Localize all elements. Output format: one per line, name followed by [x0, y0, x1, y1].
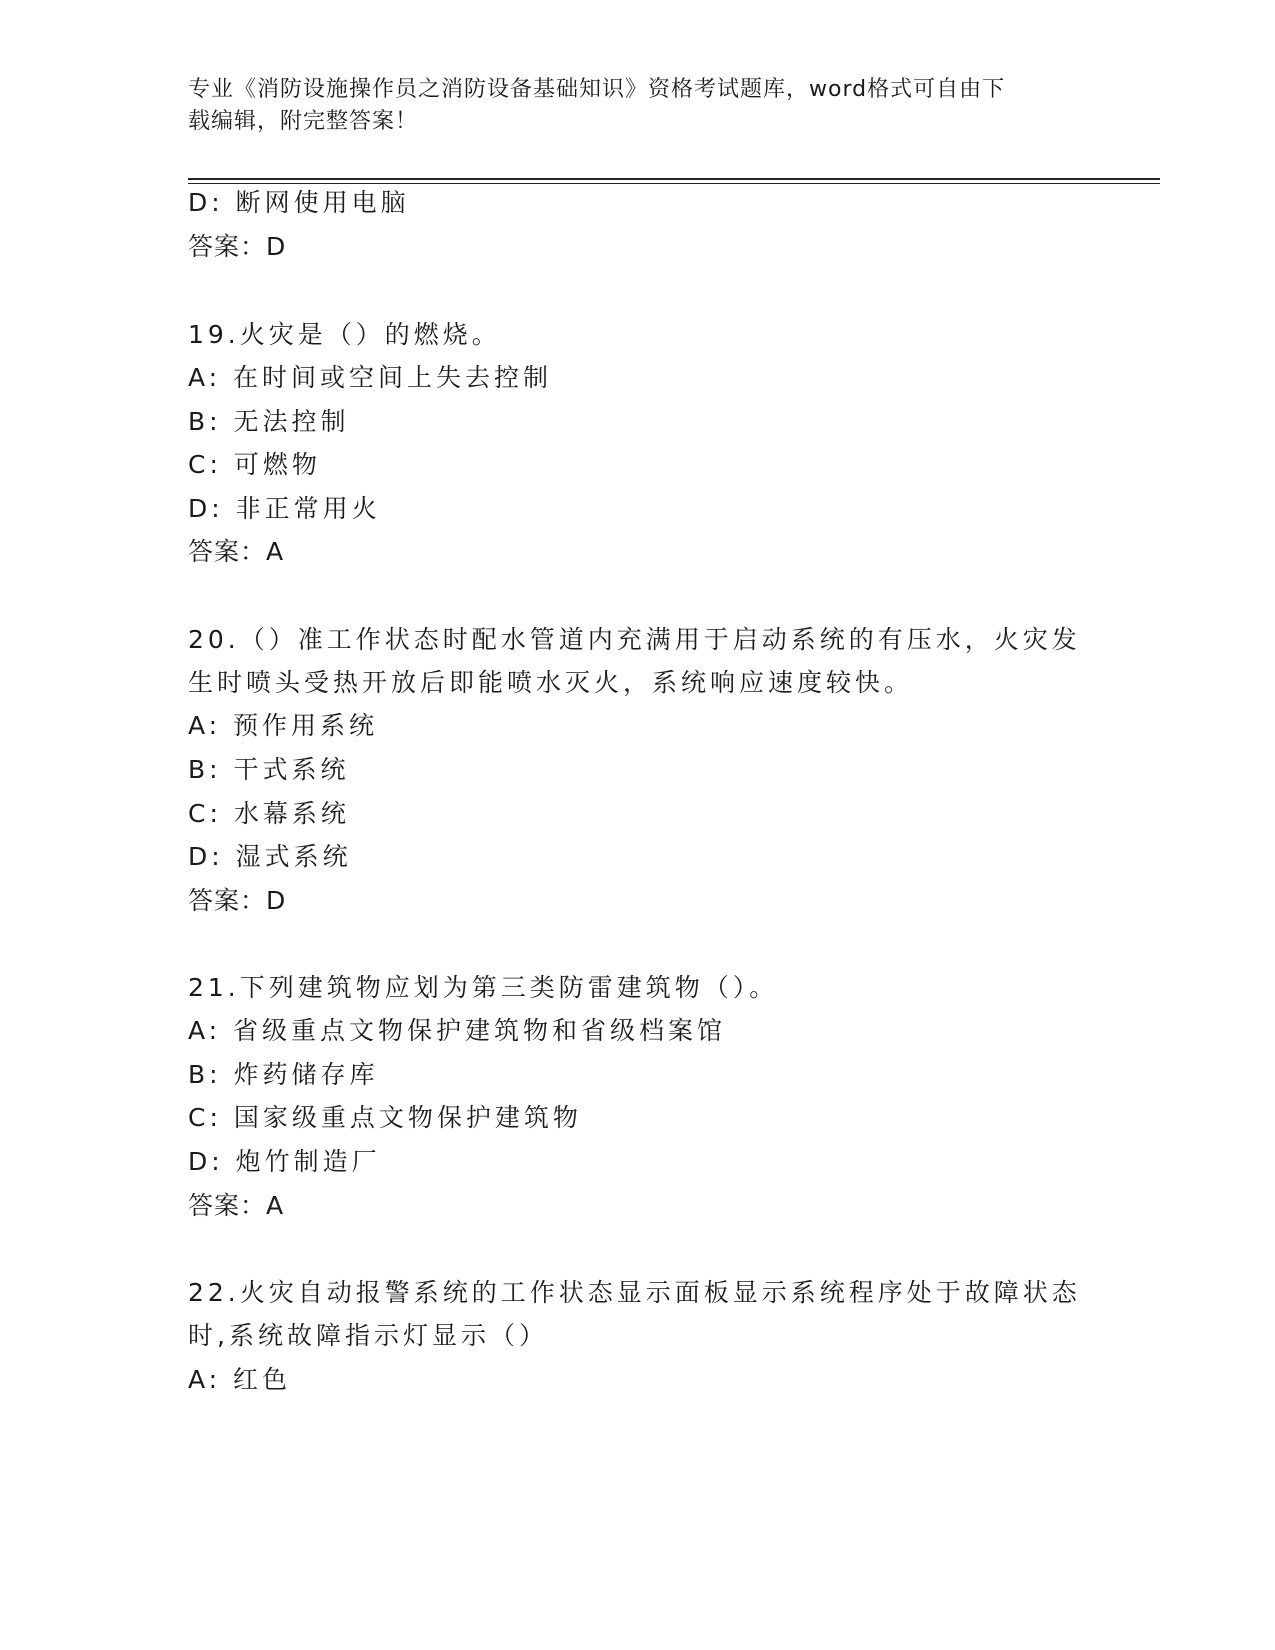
q20-option-c: C: 水幕系统 [188, 799, 350, 828]
q20-question-line-1: 20.（）准工作状态时配水管道内充满用于启动系统的有压水，火灾发 [188, 625, 1081, 654]
q20-answer: 答案：D [188, 886, 287, 915]
header-divider-thin [188, 183, 1160, 184]
header-line-1: 专业《消防设施操作员之消防设备基础知识》资格考试题库，word格式可自由下 [188, 77, 1006, 102]
q19-option-a: A: 在时间或空间上失去控制 [188, 363, 553, 392]
q19-option-d: D: 非正常用火 [188, 494, 381, 523]
q22-question-line-2: 时,系统故障指示灯显示（） [188, 1321, 548, 1350]
q21-question: 21.下列建筑物应划为第三类防雷建筑物（）。 [188, 973, 779, 1002]
q21-option-c: C: 国家级重点文物保护建筑物 [188, 1103, 582, 1132]
header-divider-thick [188, 178, 1160, 180]
q21-option-b: B: 炸药储存库 [188, 1060, 379, 1089]
q19-question: 19.火灾是（）的燃烧。 [188, 320, 501, 349]
q19-option-b: B: 无法控制 [188, 407, 350, 436]
q20-option-a: A: 预作用系统 [188, 711, 379, 740]
document-header [188, 74, 1088, 138]
q21-option-d: D: 炮竹制造厂 [188, 1147, 381, 1176]
q20-question-line-2: 生时喷头受热开放后即能喷水灭火，系统响应速度较快。 [188, 668, 914, 697]
prev-option-d: D: 断网使用电脑 [188, 188, 410, 217]
header-line-2: 载编辑，附完整答案！ [188, 109, 419, 134]
prev-answer: 答案：D [188, 232, 287, 261]
q21-option-a: A: 省级重点文物保护建筑物和省级档案馆 [188, 1016, 727, 1045]
q22-option-a: A: 红色 [188, 1365, 292, 1394]
q21-answer: 答案：A [188, 1191, 285, 1220]
q20-option-b: B: 干式系统 [188, 755, 350, 784]
q19-answer: 答案：A [188, 537, 285, 566]
q22-question-line-1: 22.火灾自动报警系统的工作状态显示面板显示系统程序处于故障状态 [188, 1278, 1081, 1307]
q20-option-d: D: 湿式系统 [188, 842, 352, 871]
q19-option-c: C: 可燃物 [188, 450, 321, 479]
